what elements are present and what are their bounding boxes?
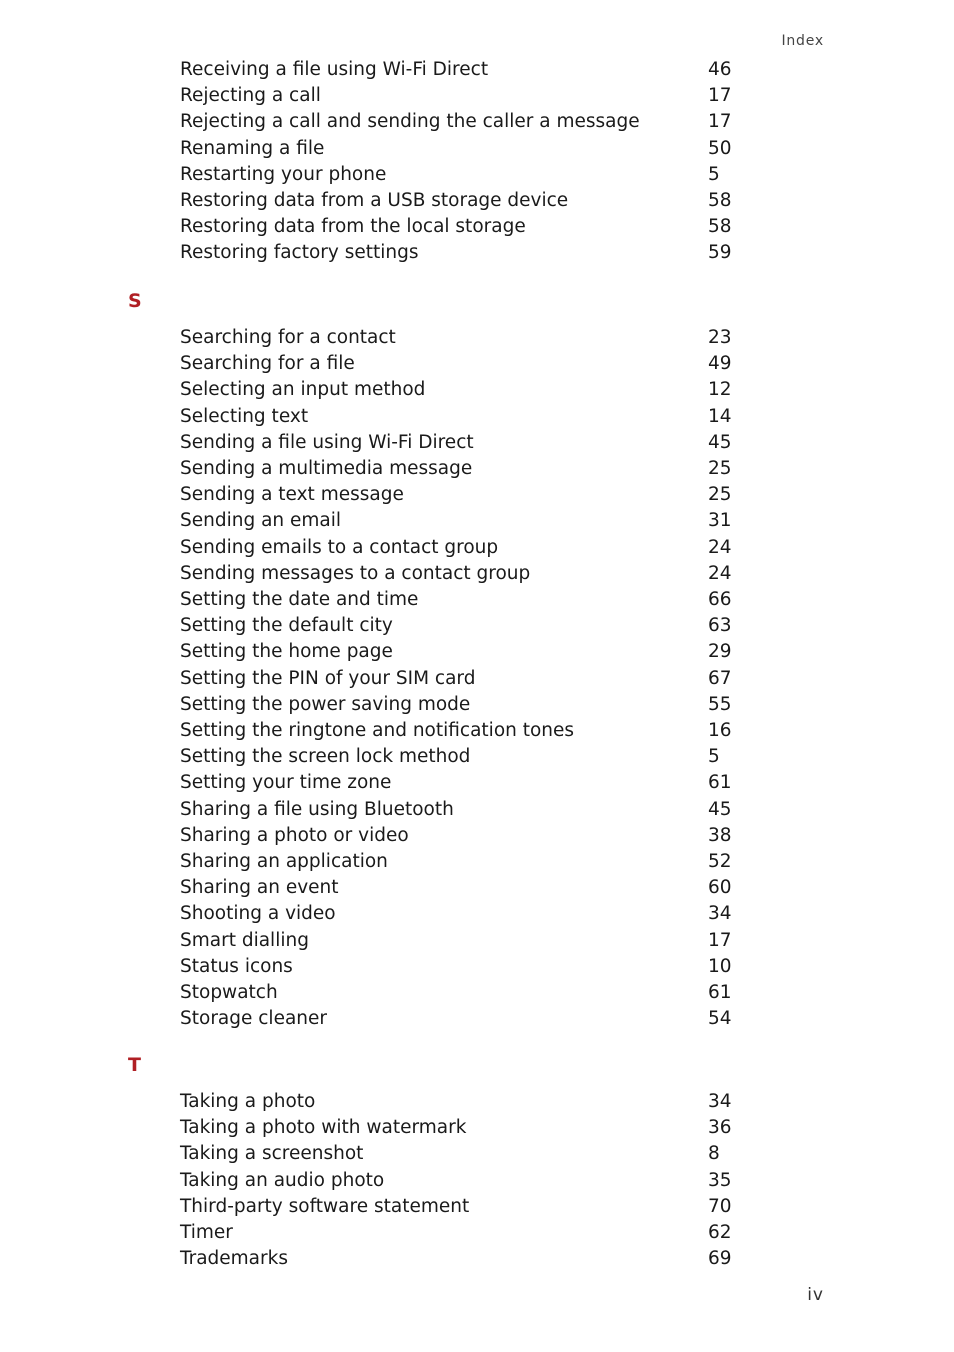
entry-title: Sharing an application [180,851,388,872]
index-entry [180,188,740,214]
entry-title: Restoring data from a USB storage device [180,190,569,211]
page-number: iv [807,1285,824,1305]
index-entry [180,718,740,744]
entry-title: Trademarks [180,1248,288,1270]
index-entry [180,639,740,665]
index-entry [180,1141,740,1167]
entry-page-number: 66 [708,589,732,610]
index-entry [180,456,740,482]
index-entry [180,980,740,1006]
index-entry [180,823,740,849]
entry-page-number: 5 [708,163,720,185]
index-entry [180,954,740,980]
entry-title: Searching for a file [180,353,355,375]
entry-page-number: 46 [708,59,732,80]
entry-page-number: 24 [708,562,732,584]
index-entry [180,1194,740,1220]
entry-title: Stopwatch [180,982,278,1003]
index-entry [180,57,740,83]
entry-page-number: 58 [708,190,732,211]
entry-page-number: 50 [708,137,732,159]
index-entry [180,797,740,823]
running-header: Index [781,33,824,49]
index-entry [180,109,740,135]
index-entry [180,240,740,266]
entry-page-number: 63 [708,615,732,637]
entry-page-number: 38 [708,824,732,846]
entry-title: Setting your time zone [180,772,392,794]
entry-title: Shooting a video [180,903,336,925]
entry-page-number: 24 [708,536,732,558]
entry-title: Taking a screenshot [180,1143,364,1165]
entry-page-number: 55 [708,693,732,715]
entry-page-number: 29 [708,641,732,663]
entry-page-number: 34 [708,903,732,925]
entry-page-number: 14 [708,405,732,427]
entry-title: Smart dialling [180,929,309,951]
index-entry [180,508,740,534]
entry-title: Sending a file using Wi-Fi Direct [180,431,474,453]
index-entry [180,901,740,927]
index-entry [180,1115,740,1141]
entry-page-number: 54 [708,1008,732,1030]
entry-title: Rejecting a call and sending the caller a message [180,111,640,133]
entry-title: Taking a photo with watermark [180,1117,467,1139]
entry-title: Rejecting a call [180,85,321,107]
entry-page-number: 10 [708,955,732,977]
entry-page-number: 17 [708,929,732,951]
entry-page-number: 59 [708,242,732,264]
index-entry [180,325,740,351]
index-entry [180,666,740,692]
index-entry [180,561,740,587]
entry-page-number: 17 [708,85,732,107]
entry-title: Selecting text [180,405,309,427]
entry-title: Sending messages to a contact group [180,562,531,584]
index-entry [180,1089,740,1115]
index-entry [180,430,740,456]
section-letter: S [128,290,142,312]
entry-page-number: 34 [708,1091,732,1112]
entry-title: Setting the home page [180,641,393,663]
index-entry [180,1006,740,1032]
entry-page-number: 60 [708,877,732,899]
entry-title: Sending an email [180,510,342,532]
entry-title: Restoring data from the local storage [180,216,526,238]
index-entry [180,351,740,377]
entry-page-number: 69 [708,1248,732,1270]
entry-title: Renaming a file [180,137,325,159]
entry-page-number: 62 [708,1222,732,1243]
index-entry [180,770,740,796]
entry-page-number: 45 [708,431,732,453]
entry-title: Setting the default city [180,615,393,637]
section-letter: T [128,1054,141,1076]
entry-title: Setting the power saving mode [180,693,471,715]
entry-page-number: 5 [708,746,720,768]
index-entry [180,1246,740,1272]
entry-page-number: 16 [708,720,732,741]
index-entry [180,83,740,109]
entry-page-number: 45 [708,798,732,820]
index-entry [180,692,740,718]
entry-page-number: 35 [708,1169,732,1191]
index-entry [180,1168,740,1194]
entry-title: Searching for a contact [180,327,396,348]
entry-page-number: 61 [708,772,732,794]
entry-title: Setting the PIN of your SIM card [180,667,476,689]
entry-page-number: 12 [708,379,732,401]
index-entry [180,587,740,613]
entry-title: Restarting your phone [180,163,387,185]
entry-page-number: 36 [708,1117,732,1139]
entry-title: Sharing a photo or video [180,824,409,846]
entry-page-number: 70 [708,1195,732,1217]
entry-page-number: 67 [708,667,732,689]
entry-page-number: 17 [708,111,732,133]
index-entry [180,875,740,901]
entry-title: Sharing an event [180,877,339,899]
entry-title: Storage cleaner [180,1008,328,1030]
index-entry [180,136,740,162]
entry-title: Sending emails to a contact group [180,536,499,558]
entry-page-number: 52 [708,851,732,872]
index-entry [180,404,740,430]
index-entry [180,849,740,875]
entry-title: Sending a multimedia message [180,458,473,479]
entry-page-number: 58 [708,216,732,238]
entry-page-number: 49 [708,353,732,375]
entry-page-number: 23 [708,327,732,348]
entry-title: Setting the ringtone and notification tones [180,720,575,741]
entry-title: Setting the date and time [180,589,419,610]
entry-title: Restoring factory settings [180,242,419,264]
entry-title: Receiving a file using Wi-Fi Direct [180,59,489,80]
index-entry [180,377,740,403]
entry-title: Status icons [180,955,293,977]
index-entry [180,1220,740,1246]
entry-page-number: 31 [708,510,732,532]
entry-page-number: 25 [708,458,732,479]
entry-title: Sending a text message [180,484,404,506]
index-entry [180,535,740,561]
entry-title: Timer [180,1222,233,1243]
entry-page-number: 8 [708,1143,720,1165]
index-entry [180,482,740,508]
entry-title: Selecting an input method [180,379,426,401]
entry-title: Setting the screen lock method [180,746,471,768]
entry-title: Sharing a file using Bluetooth [180,798,454,820]
entry-page-number: 25 [708,484,732,506]
entry-page-number: 61 [708,982,732,1003]
entry-title: Third-party software statement [180,1195,470,1217]
index-entry [180,214,740,240]
entry-title: Taking a photo [180,1091,316,1112]
index-entry [180,928,740,954]
entry-title: Taking an audio photo [180,1169,385,1191]
index-entry [180,613,740,639]
index-entry [180,162,740,188]
index-entry [180,744,740,770]
